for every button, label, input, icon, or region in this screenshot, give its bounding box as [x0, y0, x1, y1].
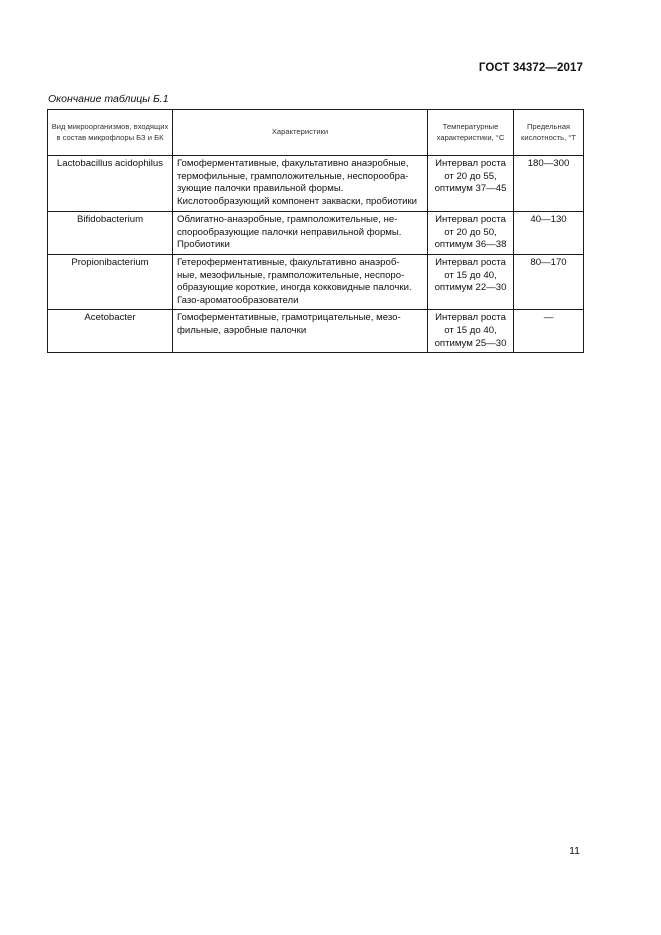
temperature-cell [428, 255, 514, 310]
temperature-line: от 15 до 40, [444, 269, 497, 281]
organism-cell: Propionibacterium [48, 255, 173, 310]
temperature-cell [428, 156, 514, 212]
temperature-line: оптимум 37—45 [434, 183, 507, 195]
characteristics-line: Гетероферментативные, факультативно анаэроб- [177, 257, 400, 268]
characteristics-line: зующие палочки правильной формы. [177, 183, 344, 195]
characteristics-line: фильные, аэробные палочки [177, 324, 307, 336]
acidity-cell: 80—170 [514, 255, 584, 310]
characteristics-line: Пробиотики [177, 239, 230, 251]
temperature-line: Интервал роста [435, 158, 506, 169]
temperature-line: от 15 до 40, [444, 324, 497, 336]
characteristics-line: Кислотообразующий компонент закваски, пробиотики [177, 195, 418, 207]
table-row [48, 212, 584, 255]
table-caption: Окончание таблицы Б.1 [48, 93, 169, 105]
column-header-characteristics: Характеристики [173, 110, 428, 156]
column-header-temperature: Температурные характеристики, °С [428, 110, 514, 156]
characteristics-line: Облигатно-анаэробные, грамположительные, не- [177, 214, 398, 225]
acidity-cell: — [514, 310, 584, 353]
temperature-line: Интервал роста [435, 312, 506, 324]
microorganisms-table [47, 109, 584, 353]
characteristics-line: Газо-ароматообразователи [177, 294, 299, 306]
organism-cell: Lactobacillus acidophilus [48, 156, 173, 212]
table-row [48, 310, 584, 353]
temperature-line: оптимум 22—30 [434, 282, 507, 294]
temperature-line: от 20 до 50, [444, 226, 497, 238]
characteristics-line: термофильные, грамположительные, неспорообра- [177, 170, 409, 182]
temperature-line: от 20 до 55, [444, 170, 497, 182]
characteristics-line: ные, мезофильные, грамположительные, неспоро- [177, 269, 405, 281]
acidity-cell: 40—130 [514, 212, 584, 255]
temperature-line: Интервал роста [435, 214, 506, 225]
table-header-row [48, 110, 584, 156]
page-number: 11 [569, 845, 580, 857]
table-row [48, 255, 584, 310]
characteristics-cell [173, 310, 428, 353]
characteristics-cell [173, 212, 428, 255]
characteristics-cell [173, 156, 428, 212]
organism-cell: Acetobacter [48, 310, 173, 353]
characteristics-line: Гомоферментативные, факультативно анаэробные, [177, 158, 409, 169]
temperature-line: оптимум 25—30 [434, 337, 507, 349]
table-row [48, 156, 584, 212]
characteristics-line: образующие короткие, иногда кокковидные палочки. [177, 282, 412, 294]
characteristics-line: спорообразующие палочки неправильной формы. [177, 226, 402, 238]
column-header-organism: Вид микроорганизмов, входящих в состав микрофлоры БЗ и БК [48, 110, 173, 156]
acidity-cell: 180—300 [514, 156, 584, 212]
organism-cell: Bifidobacterium [48, 212, 173, 255]
temperature-line: Интервал роста [435, 257, 506, 268]
characteristics-cell [173, 255, 428, 310]
temperature-cell [428, 310, 514, 353]
column-header-acidity: Предельная кислотность, °Т [514, 110, 584, 156]
temperature-cell [428, 212, 514, 255]
temperature-line: оптимум 36—38 [434, 239, 507, 251]
characteristics-line: Гомоферментативные, грамотрицательные, мезо- [177, 312, 401, 324]
document-standard-id: ГОСТ 34372—2017 [478, 62, 583, 74]
